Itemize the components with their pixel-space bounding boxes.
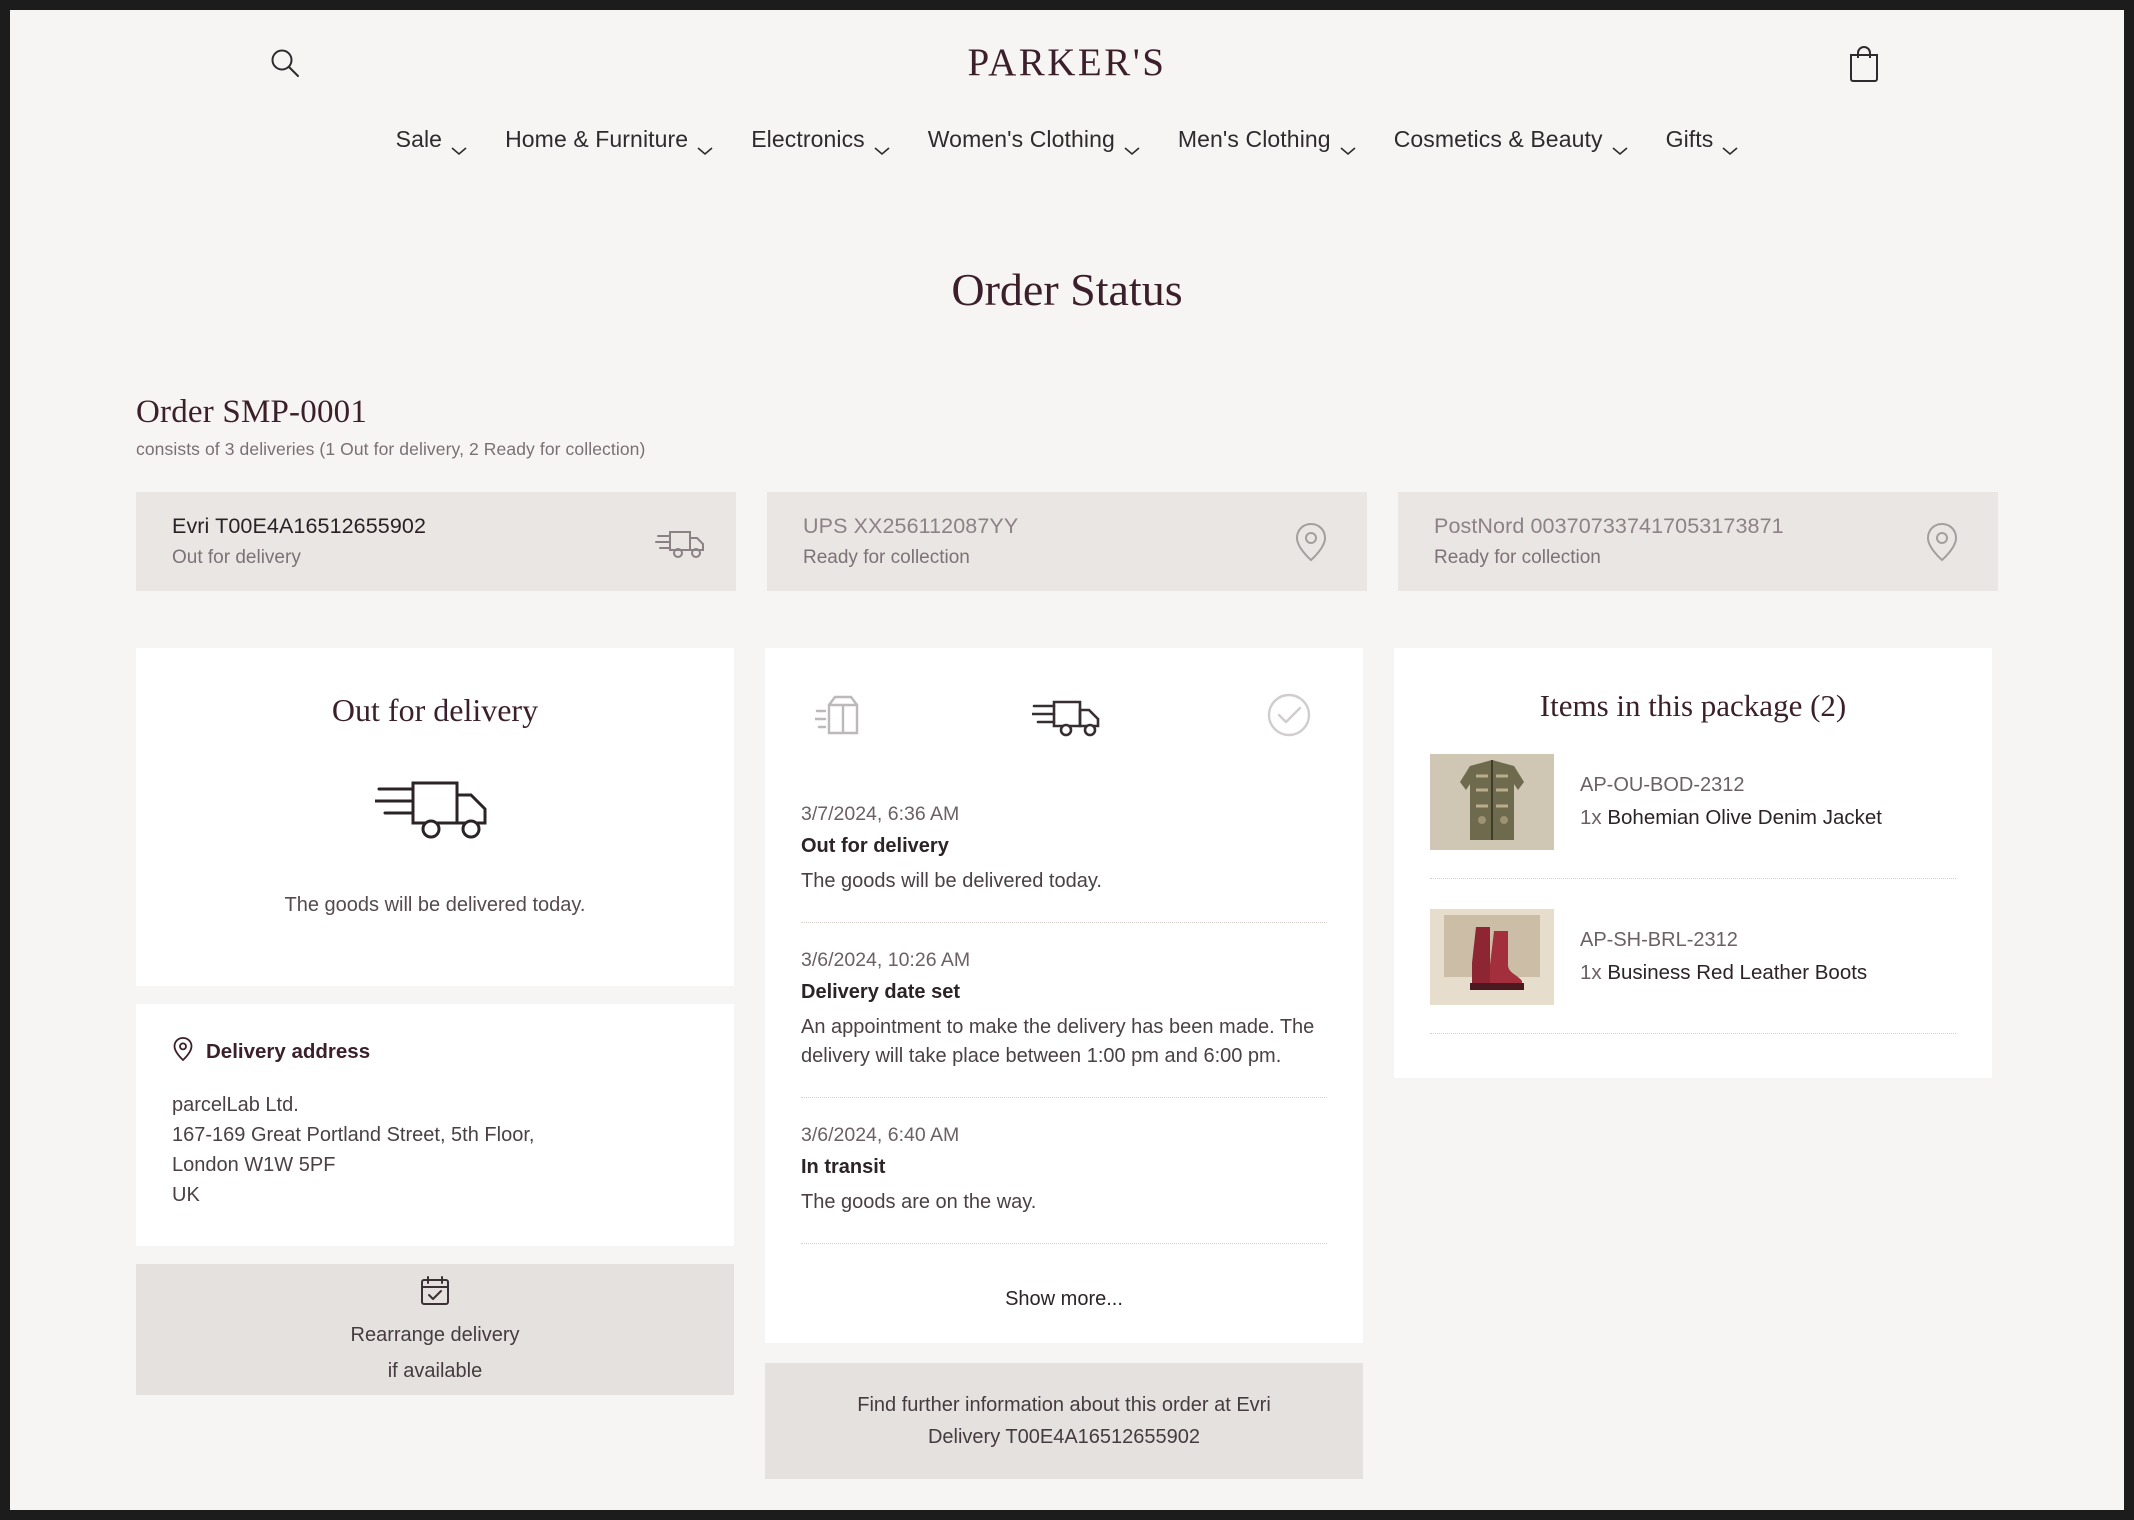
event-description: The goods will be delivered today. [801,870,1102,892]
delivery-card-evri[interactable] [136,492,736,591]
tracking-timeline-panel [765,648,1363,1343]
main-navigation [10,122,2124,171]
map-pin-icon [172,1036,194,1068]
item-quantity: 1x [1580,961,1602,984]
list-item[interactable] [1430,724,1956,879]
nav-label: Home & Furniture [505,126,689,152]
address-line-2: 167-169 Great Portland Street, 5th Floor, [172,1124,535,1146]
event-description: The goods are on the way. [801,1191,1037,1213]
jacket-thumbnail [1430,754,1554,850]
middle-column [765,648,1363,1479]
items-heading: Items in this package (2) [1539,688,1847,723]
item-name: Business Red Leather Boots [1607,961,1868,984]
event-title: Delivery date set [801,981,960,1003]
address-line-1: parcelLab Ltd. [172,1094,299,1116]
carrier-info-link[interactable] [765,1363,1363,1479]
calendar-check-icon [417,1273,453,1314]
chevron-down-icon [874,135,890,145]
browser-viewport [10,10,2124,1510]
nav-item-womens-clothing[interactable] [928,126,1140,153]
left-column [136,648,734,1395]
rearrange-label-line2: if available [387,1360,483,1382]
list-item[interactable] [1430,879,1956,1034]
nav-item-gifts[interactable] [1666,126,1739,153]
page-root [10,10,2124,1510]
right-column [1394,648,1992,1078]
shopping-bag-icon[interactable] [1847,44,1881,82]
chevron-down-icon [1612,135,1628,145]
nav-label: Gifts [1665,126,1714,152]
event-date: 3/7/2024, 6:36 AM [801,803,960,825]
carrier-info-line2: Delivery T00E4A16512655902 [927,1426,1201,1448]
event-title: Out for delivery [801,835,949,857]
chevron-down-icon [1340,135,1356,145]
item-sku: AP-SH-BRL-2312 [1580,929,1738,951]
chevron-down-icon [451,135,467,145]
check-circle-icon [1265,691,1313,744]
delivery-truck-icon [654,516,706,568]
event-list [801,803,1327,1244]
carrier-info-line1: Find further information about this order at Evri [857,1394,1271,1416]
tracking-number: PostNord 003707337417053173871 [1434,514,1784,538]
nav-item-sale[interactable] [396,126,467,153]
delivery-status: Ready for collection [1434,547,1601,568]
event-date: 3/6/2024, 10:26 AM [801,949,971,971]
status-heading: Out for delivery [331,692,539,728]
rearrange-label-line1: Rearrange delivery [350,1324,520,1346]
nav-label: Women's Clothing [927,126,1115,152]
delivery-truck-icon [1032,690,1104,745]
show-more-button[interactable]: Show more... [1005,1288,1123,1310]
delivery-selector [136,492,1998,591]
map-pin-icon [1916,516,1968,568]
item-quantity: 1x [1580,806,1602,829]
address-line-4: UK [172,1184,200,1206]
content-container [136,316,1998,1479]
timeline-event [801,949,1327,1098]
site-header [10,10,2124,122]
address-lines [172,1090,698,1210]
page-title: Order Status [951,264,1183,315]
nav-label: Men's Clothing [1177,126,1331,152]
event-date: 3/6/2024, 6:40 AM [801,1124,960,1146]
item-name: Bohemian Olive Denim Jacket [1607,806,1882,829]
order-subtitle: consists of 3 deliveries (1 Out for delivery, 2 Ready for collection) [136,439,646,459]
event-description: An appointment to make the delivery has been made. The delivery will take place between 1:00 pm and 6:00 pm. [801,1016,1315,1067]
delivery-card-postnord[interactable] [1398,492,1998,591]
nav-item-mens-clothing[interactable] [1178,126,1356,153]
address-line-3: London W1W 5PF [172,1154,336,1176]
tracking-number: Evri T00E4A16512655902 [172,514,427,538]
status-message: The goods will be delivered today. [284,894,586,916]
nav-label: Cosmetics & Beauty [1393,126,1603,152]
progress-steps [801,684,1327,745]
order-detail-row [136,648,1998,1479]
delivery-status: Out for delivery [172,547,301,568]
boots-thumbnail [1430,909,1554,1005]
item-sku: AP-OU-BOD-2312 [1580,774,1745,796]
timeline-event [801,803,1327,923]
item-name-row [1580,806,1882,830]
address-heading: Delivery address [206,1040,371,1063]
event-title: In transit [801,1156,886,1178]
current-status-panel [136,648,734,986]
nav-label: Electronics [751,126,865,152]
nav-item-home-furniture[interactable] [505,126,713,153]
chevron-down-icon [697,135,713,145]
nav-label: Sale [395,126,443,152]
delivery-address-panel [136,1004,734,1246]
chevron-down-icon [1124,135,1140,145]
delivery-truck-icon [375,763,495,854]
items-panel [1394,648,1992,1078]
nav-item-electronics[interactable] [751,126,890,153]
rearrange-delivery-button[interactable] [136,1264,734,1395]
delivery-status: Ready for collection [803,547,970,568]
item-info [1580,774,1882,830]
item-name-row [1580,961,1867,985]
item-info [1580,929,1867,985]
site-logo[interactable]: PARKER'S [967,41,1167,84]
timeline-event [801,1124,1327,1244]
nav-item-cosmetics-beauty[interactable] [1394,126,1628,153]
package-icon [815,691,871,744]
order-title: Order SMP-0001 [136,394,368,430]
address-heading-row [172,1036,698,1068]
chevron-down-icon [1722,135,1738,145]
delivery-card-ups[interactable] [767,492,1367,591]
tracking-number: UPS XX256112087YY [803,514,1019,538]
map-pin-icon [1285,516,1337,568]
